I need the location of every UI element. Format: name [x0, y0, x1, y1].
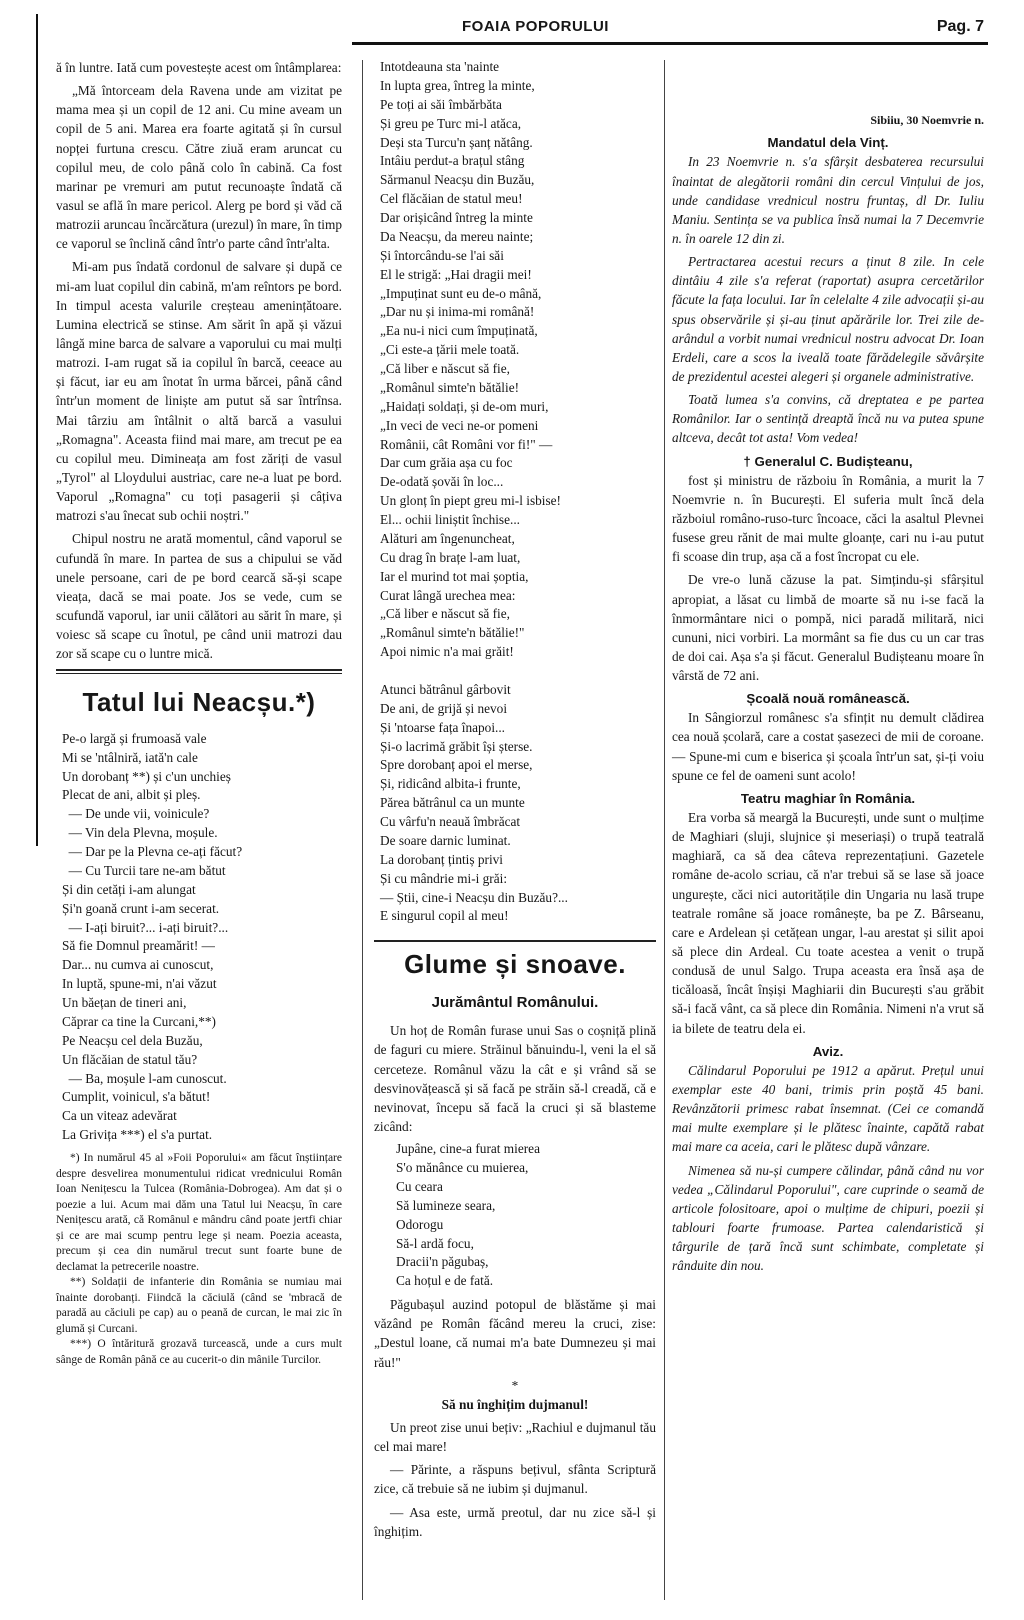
verse-line: Odorogu [396, 1216, 444, 1232]
poem-line: Cu vârfu'n neauă îmbrăcat [380, 814, 521, 829]
poem-line: Căprar ca tine la Curcani,**) [62, 1013, 216, 1029]
story-paragraph: „Mă întorceam dela Ravena unde am vizitat pe mama mea și un copil de 12 ani. Cu mine aveam un copil de 5 ani. Marea era foarte agitată și în cursul nopței furtuna crescu. Către ziuă eram aruncat cu copilul meu, de colo până colo în cabină. Ca fost marinar pe vremuri am putut recunoaște îndată că vasul se află în mare pericol. Alerg pe bord și văd că matrozii aruncau încărcătura (urezul) în mare, în timp ce vaporul se înclină când într'o parte când într'alta. [56, 83, 342, 252]
poem-line: Cumplit, voinicul, s'a bătut! [62, 1089, 211, 1105]
scoala-text: In Sângiorzul românesc s'a sfințit nu demult clădirea cea nouă școlară, care a costat șasezeci de mii de coroane. — Spune-mi cum e biserica și școala într'un sat, și-ți voiu spune ce fel de oameni sunt acolo! [672, 710, 984, 783]
poem-line: „Că liber e născut să fie, [380, 361, 510, 376]
glume-paragraph: Un hoț de Român furase unui Sas o coșniță plină de faguri cu miere. Străinul bănuindu-l, veni la el să cerceteze. Românul văzu la cât e și vrând să se desvinovățească și să facă pe străin să-l creadă, că e nevinovat, începu să facă la cruci și să blasteme zicând: [374, 1023, 656, 1134]
poem-line: — I-ați biruit?... i-ați biruit?... [62, 919, 229, 935]
section-rule [374, 940, 656, 942]
glume-subtitle: Jurământul Românului. [431, 993, 599, 1011]
poem-line: Deși sta Turcu'n șanț nătâng. [380, 134, 533, 150]
poem-line: El le strigă: „Hai dragii mei! [380, 266, 532, 282]
poem-line: Dar cum grăia așa cu foc [380, 455, 513, 471]
poem-line: Și din cetăți i-am alungat [62, 881, 196, 897]
story [56, 58, 342, 663]
poem-title: Tatul lui Neacșu.*) [82, 687, 316, 718]
verse-line: Să lumineze seara, [396, 1197, 496, 1213]
poem-line: — Dar pe la Plevna ce-ați făcut? [62, 844, 243, 860]
poem-line: Părea bătrânul ca un munte [380, 795, 525, 811]
poem-line: Intotdeauna sta 'nainte [380, 59, 500, 74]
poem-line: De ani, de grijă și nevoi [380, 700, 508, 716]
poem-line: Da Neacșu, da mereu nainte; [380, 228, 534, 244]
poem-line: — Vin dela Plevna, moșule. [62, 825, 218, 841]
scoala-title: Școală nouă românească. [746, 691, 910, 707]
teatru-title: Teatru maghiar în România. [740, 790, 916, 806]
poem-line: Ca un viteaz adevărat [62, 1108, 177, 1124]
story-paragraph: ă în luntre. Iată cum povestește acest om întâmplarea: [56, 60, 342, 75]
column-3 [672, 112, 984, 1279]
poem-line: „Dar nu și inima-mi română! [380, 304, 535, 320]
poem-line: In luptă, spune-mi, n'ai văzut [62, 976, 217, 992]
poem-line: Și cu mândrie mi-i grăi: [380, 870, 508, 886]
poem-line: Un dorobanț **) și c'un unchieș [62, 768, 231, 784]
page-header [0, 0, 1024, 44]
poem-line: Și'n goană crunt i-am secerat. [62, 900, 220, 916]
poem-line: „Că liber e născut să fie, [380, 606, 510, 622]
poem-line: „Impuținat sunt eu de-o mână, [380, 285, 542, 301]
poem-line: — Știi, cine-i Neacșu din Buzău?... [380, 889, 568, 905]
section-rule-thin [56, 673, 342, 674]
verse-line: S'o mănânce cu muierea, [396, 1160, 529, 1175]
poem-line: El... ochii liniștit închise... [380, 512, 520, 527]
poem-line: Sărmanul Neacșu din Buzău, [380, 172, 535, 188]
poem-line: Un băețan de tineri ani, [62, 995, 187, 1011]
poem-line: Să fie Domnul preamărit! — [62, 938, 215, 954]
poem-line: Iar el murind tot mai șoptia, [380, 568, 529, 584]
budisteanu-title: † Generalul C. Budișteanu, [743, 453, 913, 469]
story-paragraph: Chipul nostru ne arată momentul, când vaporul se cufundă în mare. In partea de sus a chipului se văd unele persoane, cari de pe bord cearcă să-și scape vieața, dacă se mai poate. Jos se vede, cum se scufundă vaporul, iar unii călători au sărit în mare, și voiesc să scape cu înotul, pe când unii matrozi dau zor să scape cu o luntre mică. [56, 531, 342, 662]
poem-continuation [380, 58, 656, 926]
poem-line: Pe Neacșu cel dela Buzău, [62, 1032, 203, 1048]
poem-line: Și-o lacrimă grăbit își șterse. [380, 738, 533, 754]
poem-line: Spre dorobanț apoi el merse, [380, 757, 533, 773]
poem-line: Plecat de ani, albit și pleș. [62, 787, 201, 803]
footnote: *) In numărul 45 al »Foii Poporului« am făcut înștiințare despre desvelirea monumentului ridicat vrednicului Român Ioan Nenițescu la Tulcea (România-Dobrogea). Am dat și o poezie a lui. Acum mai dăm una Tatul lui Neacșu, în care Nenițescu arată, că Românul e mândru când poate jertfi chiar și ce are mai scump pentru lege și neam. Poezia aceasta, precum și cea din numărul trecut sunt foarte bune de declamat la petrecerile noastre. [56, 1152, 342, 1273]
place-date: Sibiiu, 30 Noemvrie n. [870, 113, 984, 127]
footnote: **) Soldații de infanterie din România se numiau mai înainte dorobanți. Fiindcă la căciulă (când se 'mbracă de paradă au căciuli pe cap) au o peană de curcan, le mai zic în glumă și Curcani. [56, 1276, 342, 1335]
poem-line: Pe toți ai săi îmbărbăta [380, 96, 502, 112]
inghit-paragraph: — Părinte, a răspuns bețivul, sfânta Scriptură zice, că trebuie să ne iubim și dujmanul. [374, 1462, 656, 1497]
poem-line: Alături am îngenuncheat, [380, 530, 515, 546]
poem-line: Cel flăcăian de statul meu! [380, 191, 523, 207]
poem-line: In lupta grea, întreg la minte, [380, 77, 535, 93]
column-separator-2 [664, 60, 665, 1600]
poem-line: — Ba, moșule l-am cunoscut. [62, 1070, 227, 1086]
poem-line: — Cu Turcii tare ne-am bătut [62, 862, 226, 878]
inghit-title: Să nu înghițim dujmanul! [441, 1396, 589, 1412]
footnote: ***) O întăritură grozavă turcească, unde a curs mult sânge de Român până ce au cucerit-o din mânile Turcilor. [56, 1338, 342, 1366]
margin-rule [36, 14, 38, 846]
poem-line [380, 662, 656, 681]
story-paragraph: Mi-am pus îndată cordonul de salvare și după ce mi-am luat copilul din cabină, m'am reîntors pe bord. In timpul acesta valurile creșteau amenințătoare. Lumina electrică se stinse. Am sărit în apă și văzui lângă mine barca de salvare a vaporului cu mai mulți matrozi. I-am rugat să ia copilul în barcă, ceeace au și făcut, iar eu am înotat în urma bărcei, până când într'un moment de liniște am putut să sar întrînsa. Mai târziu am întâlnit o altă barcă a vasului „Romagna". Aceasta fiind mai mare, am trecut pe ea cu copilul meu. Dimineața am fost zăriți de vasul „Tyrol" al Lloydului austriac, care ne-a luat pe bord. Vaporul „Romagna" cu toți pasagerii și câțiva matrozi s'au înecat sub ochii noștri." [56, 259, 342, 524]
poem-line: Apoi nimic n'a mai grăit! [380, 644, 514, 660]
poem-line: Mi se 'ntâlniră, iată'n cale [62, 749, 198, 765]
aviz-title: Aviz. [812, 1043, 844, 1059]
poem-line: Dar orișicând întreg la minte [380, 210, 533, 225]
verse-line: Să-l ardă focu, [396, 1235, 474, 1251]
poem-line: Și 'ntoarse fața înapoi... [380, 719, 505, 735]
inghit-paragraph: Un preot zise unui bețiv: „Rachiul e dujmanul tău cel mai mare! [374, 1419, 656, 1455]
poem-line: „Haidați soldați, și de-om muri, [380, 398, 549, 414]
poem-line: Pe-o largă și frumoasă vale [62, 730, 207, 746]
mandat-paragraph: Pertractarea acestui recurs a ținut 8 zile. In cele dintâiu 4 zile s'a referat (raportat) asupra cercetărilor făcute la fața locului. Iar în celelalte 4 zile advocații și-au spus observările și și-au ținut apărările lor. Trei zile de-arândul a vorbit numai vrednicul nostru advocat Dr. Ioan Erdeli, care a scos la iveală toate fărădelegile săvârșite de prezidentul acestei alegeri și organele administrative. [672, 254, 984, 384]
poem [62, 730, 342, 1145]
verse-line: Cu ceara [396, 1178, 443, 1194]
curse-verse [396, 1140, 656, 1291]
column-2 [374, 58, 656, 1545]
teatru-text: Era vorba să meargă la București, unde sunt o mulțime de Maghiari (sluji, slujnice și meseriași) o trupă teatrală maghiară, ca să dea câteva reprezentațiuni. Gazetele române de-acolo scriau, că n'ar trebui să se lase să joace ungurește, căci nici autoritățile din Ungaria nu lasă trupe teatrale române să joace românește, ba pe Z. Bârseanu, care e Ardelean și cetățean ungar, l-au arestat și silit apoi să plece din Ardeal. Cu toate acestea a venit o trupă condusă de unul Salgo. Trupa aceasta era însă așa de ticăloasă, încât înșiși Maghiarii din București s'au grăbit să-i facă vânt, ca să plece din România. Nimeni n'a vrut să ia bilete de teatru dela ei. [672, 810, 984, 1036]
poem-line: Un flăcăian de statul tău? [62, 1051, 198, 1067]
poem-line: Românii, cât Români vor fi!" — [380, 436, 553, 452]
verse-line: Jupâne, cine-a furat mierea [396, 1141, 540, 1157]
aviz-paragraph: Nimenea să nu-și cumpere călindar, până când nu vor vedea „Călindarul Poporului", care cuprinde o seamă de articole folositoare, apoi o mulțime de chipuri, poezii și tablouri foarte frumoase. Partea calendaristică și târgurile de țară încă sunt schimbate, completate și rânduite din nou. [672, 1162, 984, 1274]
glume-title: Glume și snoave. [404, 949, 626, 980]
poem-line: „Ea nu-i nici cum împuținată, [380, 323, 538, 339]
running-title: FOAIA POPORULUI [462, 18, 609, 35]
poem-line: „Ci este-a țării mele toată. [380, 342, 520, 358]
poem-line: Și întorcându-se l'ai săi [380, 247, 504, 263]
mandat-text: In 23 Noemvrie n. s'a sfârșit desbaterea recursului înaintat de alegătorii români din cercul Vințului de jos, unde candidase vrednicul nostru fruntaș, dl Dr. Iuliu Maniu. Sentința se va publica însă numai la 7 Decemvrie n. în oarele 12 din zi. [672, 154, 984, 246]
mandat-title: Mandatul dela Vinț. [767, 135, 889, 151]
glume-paragraph: Păgubașul auzind potopul de blăstăme și mai văzând pe Român făcând mereu la cruci, zise: „Destul loane, că numai m'a bate Dumnezeu și mai rău!" [374, 1297, 656, 1370]
section-rule [56, 669, 342, 671]
header-rule [352, 42, 988, 45]
mandat-paragraph: Toată lumea s'a convins, că dreptatea e pe partea Românilor. Iar o sentință dreaptă încă nu va putea spune altceva, decât tot asta! Vom vedea! [672, 392, 984, 446]
verse-line: Ca hoțul e de fată. [396, 1273, 494, 1289]
separator-star: * [511, 1377, 519, 1393]
poem-line: E singurul copil al meu! [380, 908, 509, 924]
aviz-text: Călindarul Poporului pe 1912 a apărut. Prețul unui exemplar este 40 bani, trimis prin poștă 45 bani. Revânzătorii primesc rabat însemnat. (Cei ce comandă mai multe exemplare și le plătesc înainte, capătă rabat mai mare ca aceia, cari le plătesc după vânzare. [672, 1062, 984, 1155]
poem-line: Cu drag în brațe l-am luat, [380, 549, 521, 565]
poem-line: Intâiu perdut-a brațul stâng [380, 153, 525, 169]
poem-line: „Românul simte'n bătălie!" [380, 625, 525, 641]
poem-line: Un glonț în piept greu mi-l isbise! [380, 493, 561, 509]
poem-line: La Grivița ***) el s'a purtat. [62, 1127, 213, 1143]
poem-line: Curat lângă urechea mea: [380, 587, 516, 603]
poem-line: Dar... nu cumva ai cunoscut, [62, 957, 214, 973]
poem-line: — De unde vii, voinicule? [62, 806, 210, 822]
poem-line: De soare darnic luminat. [380, 832, 511, 848]
poem-line: De-odată șovăi în loc... [380, 474, 504, 490]
footnotes [56, 1151, 342, 1368]
page-number: Pag. 7 [936, 18, 984, 35]
poem-line: „In veci de veci ne-or pomeni [380, 417, 539, 433]
budisteanu-paragraph: fost și ministru de războiu în România, a murit la 7 Noemvrie n. în București. El suferia mult încă dela războiul româno-ruso-turc încoace, căci la asaltul Plevnei fusese greu rănit de mai multe gloanțe, cari nu i-au putut fi scoase din trup, așa că a fost încropat cu ele. [672, 472, 984, 565]
column-separator-1 [362, 60, 363, 1600]
poem-line: Și, ridicând albita-i frunte, [380, 776, 521, 792]
poem-line: La dorobanț țintiș privi [380, 851, 503, 867]
budisteanu-paragraph: De vre-o lună căzuse la pat. Simțindu-și sfârșitul apropiat, a lăsat cu limbă de moarte să nu i-se facă la înmormântare nici o pompă, nici paradă militară, nici cununi, nici vorbiri. La mormânt sa fie dus cu un car tras de doi cai. Așa s'a și făcut. Generalul Budișteanu moare în vârstă de 72 ani. [672, 572, 984, 684]
poem-line: Și greu pe Turc mi-l atăca, [380, 115, 522, 131]
column-1 [56, 58, 342, 1368]
poem-line: Atunci bătrânul gârbovit [380, 681, 511, 697]
poem-line: „Românul simte'n bătălie! [380, 379, 520, 395]
inghit-paragraph: — Asa este, urmă preotul, dar nu zice să-l și înghițim. [374, 1504, 656, 1539]
verse-line: Dracii'n păgubaș, [396, 1254, 489, 1270]
